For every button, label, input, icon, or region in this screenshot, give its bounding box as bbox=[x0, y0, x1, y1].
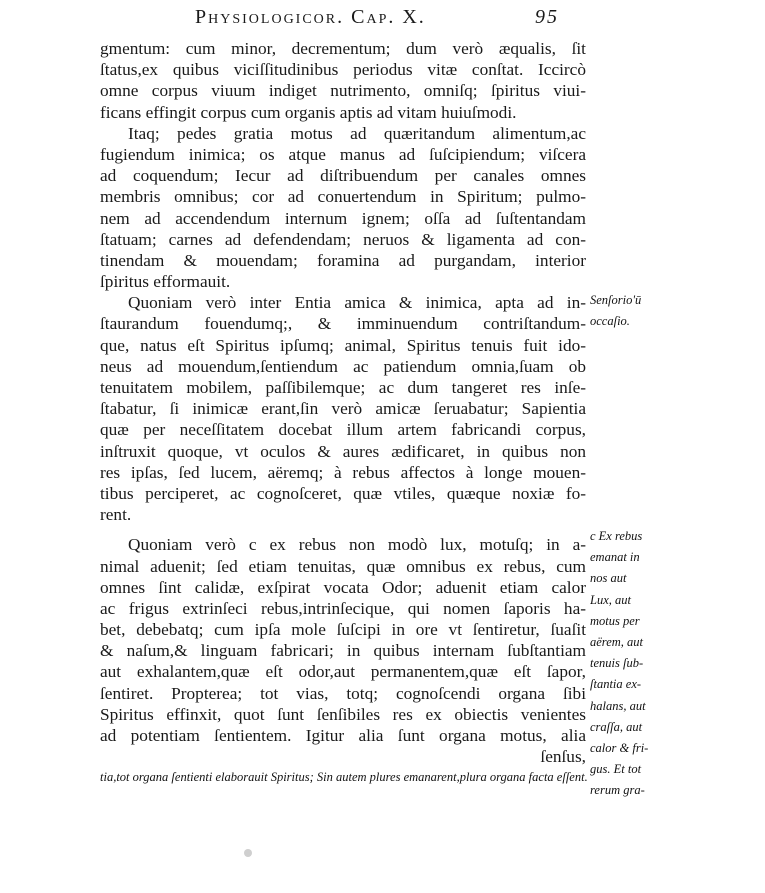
text-line: fugiendum inimica; os atque manus ad ſuſcipiendum; viſcera bbox=[100, 144, 586, 164]
text-line: omne corpus viuum indiget nutrimento, omniſq; ſpiritus viui- bbox=[100, 81, 586, 101]
margin-note-line: Lux, aut bbox=[590, 592, 631, 607]
page-number: 95 bbox=[535, 6, 559, 28]
margin-note-line: craſſa, aut bbox=[590, 719, 643, 734]
text-line: ſenſus, bbox=[540, 747, 586, 767]
paragraph bbox=[100, 292, 586, 525]
text-line: ſtaurandum fouendumq;, & imminuendum contriſtandum- bbox=[100, 314, 586, 334]
text-line: tenuitatem mobilem, paſſibilemque; ac dum tangeret res inſe- bbox=[100, 378, 586, 397]
margin-note-line: ſtantia ex- bbox=[590, 677, 642, 692]
text-line: ficans effingit corpus cum organis aptis ad vitam huiuſmodi. bbox=[100, 102, 517, 122]
text-line: Itaq; pedes gratia motus ad quæritandum alimentum,ac bbox=[128, 123, 586, 143]
margin-note-sensorium bbox=[590, 290, 760, 332]
margin-note-line: rerum gra- bbox=[590, 783, 645, 798]
text-line: inſtruxit quoque, vt oculos & aures ædificaret, in quibus non bbox=[100, 441, 586, 461]
text-line: quæ per neceſſitatem docebat illum artem fabricandi corpus, bbox=[100, 420, 586, 440]
text-line: neus ad mouendum,ſentiendum ac patiendum omnia,ſuam ob bbox=[100, 356, 586, 376]
text-line: ad coquendum; Iecur ad diſtribuendum per canales omnes bbox=[100, 166, 586, 186]
margin-note-continuation: tia,tot organa ſentienti elaborauit Spiritus; Sin autem plures emanarent,plura organa facta eſſent. bbox=[100, 770, 588, 784]
text-line: aut exhalantem,quæ eſt odor,aut permanentem,quæ eſt ſapor, bbox=[100, 662, 586, 682]
margin-note-line: halans, aut bbox=[590, 698, 646, 713]
margin-note-line: occaſio. bbox=[590, 314, 630, 329]
text-line: ſtabatur, ſi inimicæ erant,ſin verò amicæ ſeruabatur; Sapientia bbox=[100, 399, 586, 419]
running-title: Physiologicor. Cap. X. bbox=[195, 6, 426, 28]
paragraph bbox=[100, 38, 586, 123]
margin-note-line: tenuis ſub- bbox=[590, 656, 644, 671]
margin-note-line: calor & fri- bbox=[590, 740, 649, 755]
text-line: membris omnibus; cor ad conuertendum in Spiritum; pulmo- bbox=[100, 187, 586, 207]
running-header bbox=[195, 6, 575, 34]
margin-note-line: c Ex rebus bbox=[590, 529, 643, 543]
paragraph bbox=[100, 123, 586, 293]
paragraph-gap bbox=[100, 525, 586, 534]
text-line: & naſum,& linguam fabricari; in quibus internam ſubſtantiam bbox=[100, 641, 586, 661]
margin-note-line: emanat in bbox=[590, 550, 640, 565]
main-text bbox=[100, 38, 586, 767]
paragraph bbox=[100, 534, 586, 767]
paper-blemish bbox=[244, 849, 252, 857]
margin-note-ex-rebus bbox=[590, 526, 760, 801]
text-line: nimal aduenit; ſed etiam tenuitas, quæ omnibus ex rebus, cum bbox=[100, 556, 586, 576]
text-line: que, natus eſt Spiritus ipſumq; animal, Spiritus tenuis fuit ido- bbox=[100, 335, 586, 355]
text-line: Quoniam verò c ex rebus non modò lux, motuſq; in a- bbox=[128, 535, 586, 555]
text-line: ad potentiam ſentientem. Igitur alia ſunt organa motus, alia bbox=[100, 726, 586, 745]
text-line: ac frigus extrinſeci rebus,intrinſecique, qui nomen ſaporis ha- bbox=[100, 598, 586, 618]
text-line: ſtatus,ex quibus viciſſitudinibus periodus vitæ conſtat. Iccircò bbox=[100, 60, 586, 80]
text-line: ſpiritus efformauit. bbox=[100, 272, 231, 292]
text-line: Spiritus effinxit, quot ſunt ſenſibiles res ex obiectis venientes bbox=[100, 704, 586, 724]
margin-note-line: aërem, aut bbox=[590, 634, 643, 649]
text-line: ſentiret. Propterea; tot vias, totq; cognoſcendi organa ſibi bbox=[100, 683, 586, 703]
text-line: rent. bbox=[100, 505, 132, 525]
margin-note-line: gus. Et tot bbox=[590, 762, 642, 777]
margin-note-line: motus per bbox=[590, 613, 640, 628]
text-line: omnes ſint calidæ, exſpirat vocata Odor; aduenit etiam calor bbox=[100, 577, 586, 597]
text-line: Quoniam verò inter Entia amica & inimica, apta ad in- bbox=[128, 293, 586, 313]
text-line: gmentum: cum minor, decrementum; dum verò æqualis, ſit bbox=[100, 39, 586, 58]
margin-note-line: nos aut bbox=[590, 571, 627, 586]
text-line: nem ad accendendum internum ignem; oſſa ad ſuſtentandam bbox=[100, 208, 586, 228]
text-line: tibus perciperet, ac cognoſceret, quæ vtiles, quæque noxiæ fo- bbox=[100, 483, 586, 503]
text-line: tinendam & mouendam; foramina ad purgandam, interior bbox=[100, 250, 586, 270]
text-line: ſtatuam; carnes ad defendendam; neruos & ligamenta ad con- bbox=[100, 229, 586, 249]
text-line: bet, debebatq; cum ipſa mole ſuſcipi in ore vt ſentiretur, ſuaſit bbox=[100, 620, 586, 640]
text-line: res ipſas, ſed lucem, aëremq; à rebus affectos à longe mouen- bbox=[100, 462, 586, 482]
margin-note-line: Senſorio'ū bbox=[590, 293, 642, 307]
